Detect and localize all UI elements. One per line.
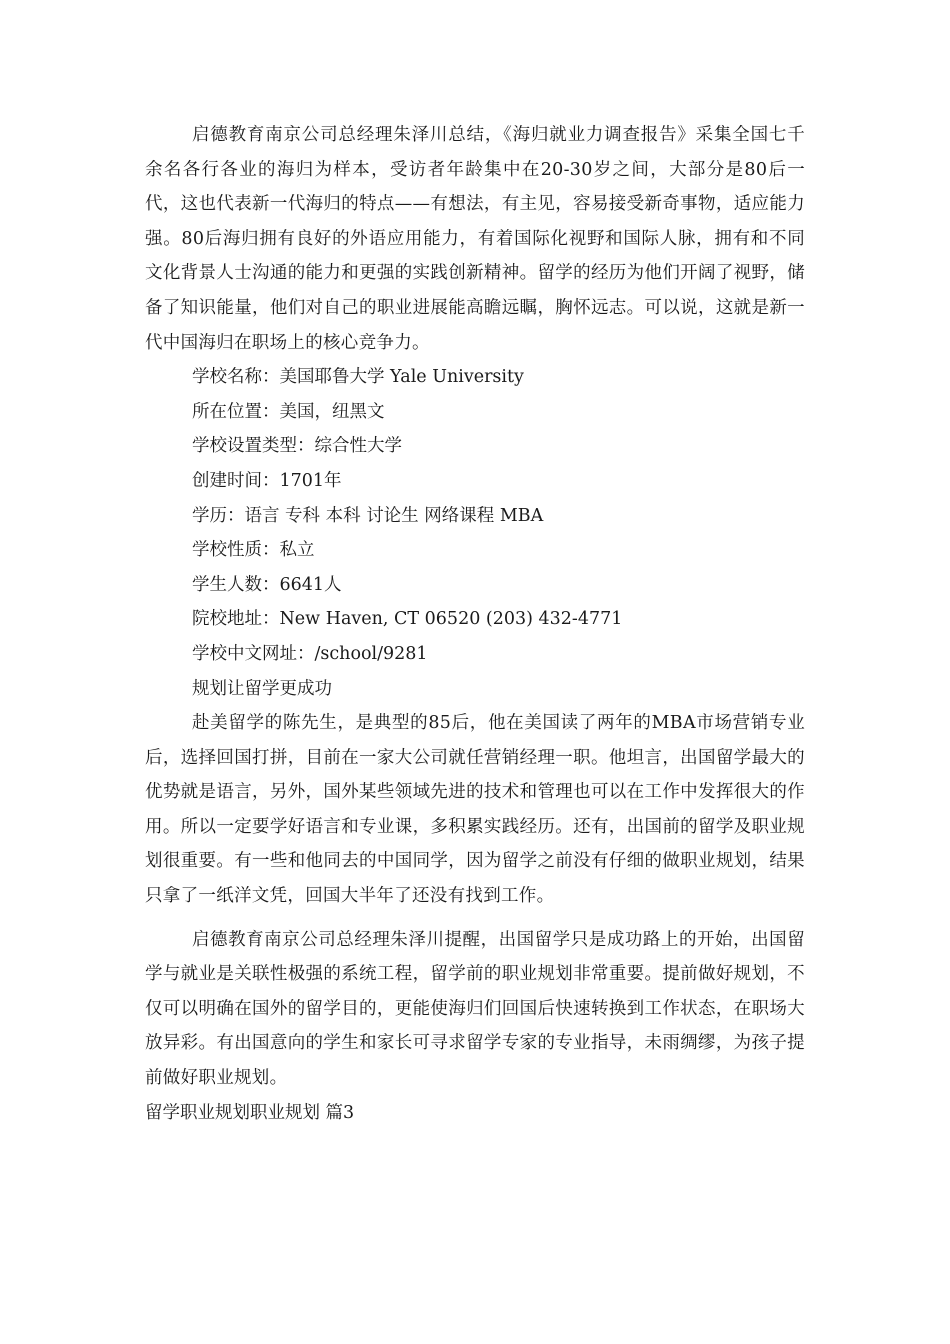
school-founded: 创建时间：1701年: [192, 470, 342, 491]
school-website: 学校中文网址：/school/9281: [192, 643, 428, 664]
paragraph-summary: 启德教育南京公司总经理朱泽川总结，《海归就业力调查报告》采集全国七千余名各行各业的海归为样本，受访者年龄集中在20-30岁之间，大部分是80后一代，这也代表新一代海归的特点——有想法，有主见，容易接受新奇事物，适应能力强。80后海归拥有良好的外语应用能力，有着国际化视野和国际人脉，拥有和不同文化背景人士沟通的能力和更强的实践创新精神。留学的经历为他们开阔了视野，储备了知识能量，他们对自己的职业进展能高瞻远瞩，胸怀远志。可以说，这就是新一代中国海归在职场上的核心竞争力。: [145, 125, 805, 353]
school-name: 学校名称：美国耶鲁大学 Yale University: [192, 367, 524, 388]
paragraph-advice: 启德教育南京公司总经理朱泽川提醒，出国留学只是成功路上的开始，出国留学与就业是关联性极强的系统工程，留学前的职业规划非常重要。提前做好规划，不仅可以明确在国外的留学目的，更能使海归们回国后快速转换到工作状态，在职场大放异彩。有出国意向的学生和家长可寻求留学专家的专业指导，未雨绸缪，为孩子提前做好职业规划。: [145, 929, 805, 1089]
school-address: 院校地址：New Haven, CT 06520 (203) 432-4771: [192, 609, 623, 630]
paragraph-case-study: 赴美留学的陈先生，是典型的85后，他在美国读了两年的MBA市场营销专业后，选择回国打拼，目前在一家大公司就任营销经理一职。他坦言，出国留学最大的优势就是语言，另外，国外某些领域先进的技术和管理也可以在工作中发挥很大的作用。所以一定要学好语言和专业课，多积累实践经历。还有，出国前的留学及职业规划很重要。有一些和他同去的中国同学，因为留学之前没有仔细的做职业规划，结果只拿了一纸洋文凭，回国大半年了还没有找到工作。: [145, 713, 805, 907]
section-heading: 留学职业规划职业规划 篇3: [145, 1102, 355, 1123]
document-page: [145, 118, 805, 1130]
paragraph-gap: [145, 914, 805, 923]
school-students: 学生人数：6641人: [192, 574, 342, 595]
school-degrees: 学历：语言 专科 本科 讨论生 网络课程 MBA: [192, 505, 544, 526]
school-location: 所在位置：美国，纽黑文: [192, 401, 385, 422]
school-nature: 学校性质：私立: [192, 540, 315, 561]
school-type: 学校设置类型：综合性大学: [192, 436, 402, 457]
slogan-line: 规划让留学更成功: [192, 678, 332, 699]
